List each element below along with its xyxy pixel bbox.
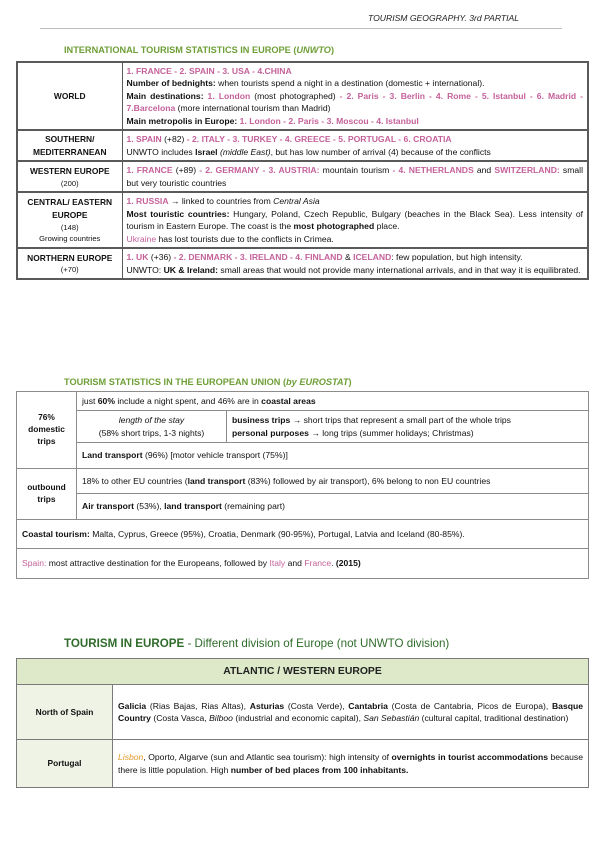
table-row: [17, 468, 589, 493]
trip-purpose-cell: business trips → short trips that represent a small part of the whole trips personal purposes → long trips (summer holidays; Christmas): [227, 411, 589, 443]
table-row: [17, 248, 588, 279]
outbound-trips-label: outbound trips: [17, 468, 77, 519]
table-row: [17, 659, 589, 685]
document-header: TOURISM GEOGRAPHY. 3rd PARTIAL: [368, 13, 520, 23]
table-row: [17, 411, 589, 443]
table-row: [17, 192, 588, 248]
eurostat-table: [16, 391, 589, 579]
section-title-eurostat: TOURISM STATISTICS IN THE EUROPEAN UNION (by EUROSTAT): [64, 377, 352, 387]
row-label-world: WORLD: [17, 62, 122, 130]
header-divider: [40, 28, 562, 29]
domestic-transport-cell: Land transport (96%) [motor vehicle transport (75%)]: [77, 443, 589, 468]
length-of-stay-cell: length of the stay (58% short trips, 1-3 nights): [77, 411, 227, 443]
domestic-trips-label: 76% domestic trips: [17, 392, 77, 469]
portugal-label: Portugal: [17, 740, 113, 788]
section-title-unwto: INTERNATIONAL TOURISM STATISTICS IN EUROPE (UNWTO): [64, 45, 335, 55]
table-row: [17, 549, 589, 578]
north-spain-label: North of Spain: [17, 685, 113, 740]
portugal-content: Lisbon, Oporto, Algarve (sun and Atlantic sea tourism): high intensity of overnights in tourist accommodations because there is little population. High number of bed places from 100 inhabitants.: [113, 740, 589, 788]
row-label-western: WESTERN EUROPE (200): [17, 161, 122, 192]
atlantic-table: [16, 658, 589, 788]
table-row: [17, 161, 588, 192]
table-row: [17, 392, 589, 411]
western-content: 1. FRANCE (+89) - 2. GERMANY - 3. AUSTRIA: mountain tourism - 4. NETHERLANDS and SWITZERLAND: small but very touristic countries: [122, 161, 588, 192]
table-row: [17, 494, 589, 519]
central-content: 1. RUSSIA → linked to countries from Central Asia Most touristic countries: Hungary, Poland, Czech Republic, Bulgary (beaches in the Black Sea). Less intensity of tourism in Eastern Europe. The coast is the most photographed place. Ukraine has lost tourists due to the conflicts in Crimea.: [122, 192, 588, 248]
table-row: [17, 685, 589, 740]
spain-destination-cell: Spain: most attractive destination for the Europeans, followed by Italy and France. (2015): [17, 549, 589, 578]
section-title-tourism-europe: TOURISM IN EUROPE - Different division of Europe (not UNWTO division): [64, 637, 450, 650]
table-row: [17, 130, 588, 161]
unwto-table: [16, 61, 589, 280]
outbound-transport-cell: Air transport (53%), land transport (remaining part): [77, 494, 589, 519]
domestic-nights-cell: just 60% include a night spent, and 46% are in coastal areas: [77, 392, 589, 411]
table-row: [17, 62, 588, 130]
row-label-central: CENTRAL/ EASTERN EUROPE (148) Growing countries: [17, 192, 122, 248]
table-row: [17, 443, 589, 468]
table-row: [17, 740, 589, 788]
outbound-destinations-cell: 18% to other EU countries (land transport (83%) followed by air transport), 6% belong to non EU countries: [77, 468, 589, 493]
northern-content: 1. UK (+36) - 2. DENMARK - 3. IRELAND - 4. FINLAND & ICELAND: few population, but high intensity. UNWTO: UK & Ireland: small areas that would not provide many international arrivals, and in that way it is equilibrated.: [122, 248, 588, 279]
north-spain-content: Galicia (Rias Bajas, Rias Altas), Asturias (Costa Verde), Cantabria (Costa de Cantabria, Picos de Europa), Basque Country (Costa Vasca, Bilboo (industrial and economic capital), San Sebastián (cultural capital, traditional destination): [113, 685, 589, 740]
atlantic-header: ATLANTIC / WESTERN EUROPE: [17, 659, 589, 685]
row-label-northern: NORTHERN EUROPE (+70): [17, 248, 122, 279]
southern-content: 1. SPAIN (+82) - 2. ITALY - 3. TURKEY - 4. GREECE - 5. PORTUGAL - 6. CROATIA UNWTO includes Israel (middle East), but has low number of arrival (4) because of the conflicts: [122, 130, 588, 161]
coastal-tourism-cell: Coastal tourism: Malta, Cyprus, Greece (95%), Croatia, Denmark (90-95%), Portugal, Latvia and Iceland (80-85%).: [17, 519, 589, 548]
table-row: [17, 519, 589, 548]
row-label-southern: SOUTHERN/ MEDITERRANEAN: [17, 130, 122, 161]
world-content: 1. FRANCE - 2. SPAIN - 3. USA - 4.CHINA Number of bednights: when tourists spend a night in a destination (domestic + international). Main destinations: 1. London (most photographed) - 2. Paris - 3. Berlin - 4. Rome - 5. Istanbul - 6. Madrid - 7.Barcelona (more international tourism than Madrid) Main metropolis in Europe: 1. London - 2. Paris - 3. Moscou - 4. Istanbul: [122, 62, 588, 130]
